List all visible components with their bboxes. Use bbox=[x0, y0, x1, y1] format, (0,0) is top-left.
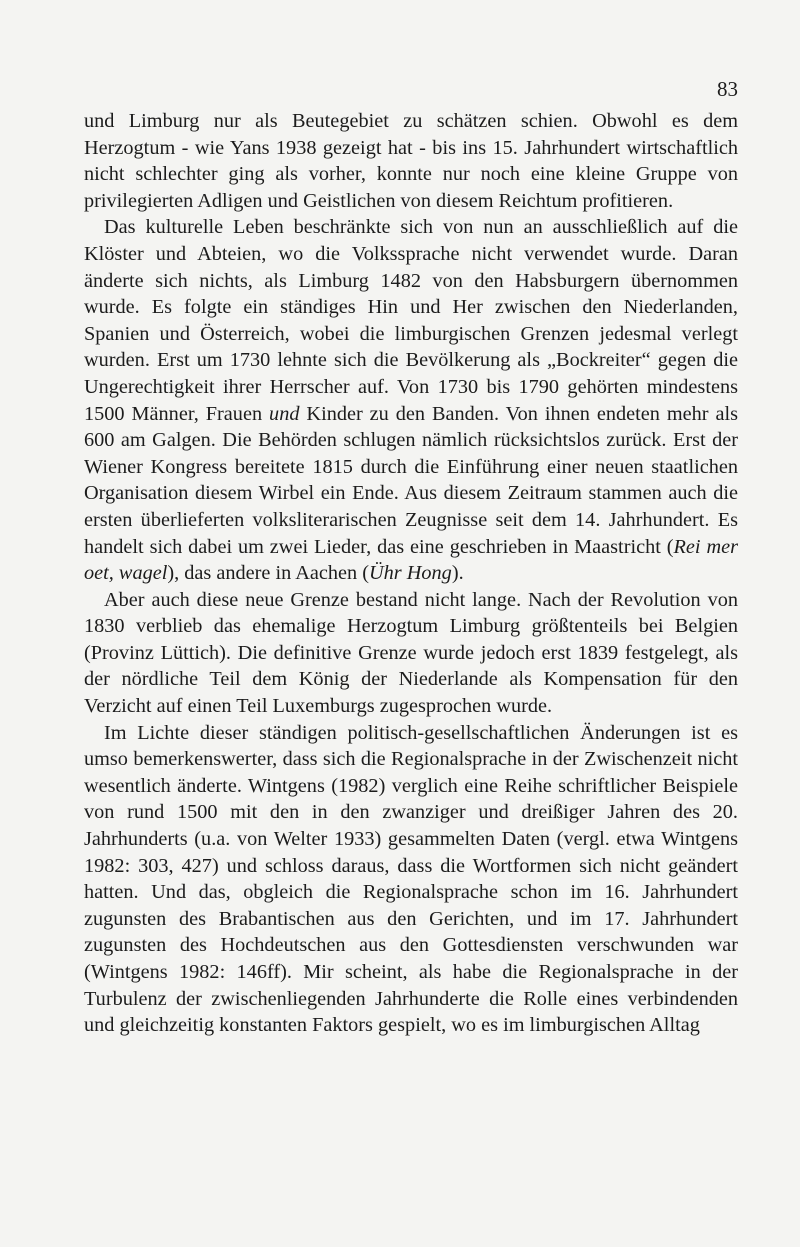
paragraph-continuation: und Limburg nur als Beutegebiet zu schätzen schien. Obwohl es dem Herzogtum - wie Yans 1938 gezeigt hat - bis ins 15. Jahrhundert wirtschaftlich nicht schlechter ging als vorher, konnte nur noch eine kleine Gruppe von privilegierten Adligen und Geistlichen von diesem Reichtum profitieren. bbox=[84, 110, 738, 212]
paragraph-text: ). bbox=[451, 562, 464, 585]
paragraph-text: Das kulturelle Leben beschränkte sich von nun an ausschließlich auf die Klöster und Abteien, wo die Volkssprache nicht verwendet wurde. Daran änderte sich nichts, als Limburg 1482 von den Habsburgern übernommen wurde. Es folgte ein ständiges Hin und Her zwischen den Niederlanden, Spanien und Österreich, wobei die limburgischen Grenzen jedesmal verlegt wurden. Erst um 1730 lehnte sich die Bevölkerung als „Bockreiter“ gegen die Ungerechtigkeit ihrer Herrscher auf. Von 1730 bis 1790 gehörten mindestens 1500 Männer, Frauen bbox=[84, 216, 738, 425]
paragraph-text: Kinder zu den Banden. Von ihnen endeten mehr als 600 am Galgen. Die Behörden schlugen nämlich rücksichtslos zurück. Erst der Wiener Kongress bereitete 1815 durch die Einführung einer neuen staatlichen Organisation diesem Wirbel ein Ende. Aus diesem Zeitraum stammen auch die ersten überlieferten volksliterarischen Zeugnisse seit dem 14. Jahrhundert. Es handelt sich dabei um zwei Lieder, das eine geschrieben in Maastricht ( bbox=[84, 402, 738, 558]
song-title-aachen: Ühr Hong bbox=[368, 562, 452, 585]
paragraph-regional-language: Im Lichte dieser ständigen politisch-gesellschaftlichen Änderungen ist es umso bemerkenswerter, dass sich die Regionalsprache in der Zwischenzeit nicht wesentlich änderte. Wintgens (1982) verglich eine Reihe schriftlicher Beispiele von rund 1500 mit den in den zwanziger und dreißiger Jahren des 20. Jahrhunderts (u.a. von Welter 1933) gesammelten Daten (vergl. etwa Wintgens 1982: 303, 427) und schloss daraus, dass die Wortformen sich nicht geändert hatten. Und das, obgleich die Regionalsprache schon im 16. Jahrhundert zugunsten des Brabantischen aus den Gerichten, und im 17. Jahrhundert zugunsten des Hochdeutschen aus den Gottesdiensten verschwunden war (Wintgens 1982: 146ff). Mir scheint, als habe die Regionalsprache in der Turbulenz der zwischenliegenden Jahrhunderte die Rolle eines verbindenden und gleichzeitig konstanten Faktors gespielt, wo es im limburgischen Alltag bbox=[84, 721, 738, 1037]
song-title-maastricht: Rei mer oet, wagel bbox=[84, 535, 738, 585]
paragraph-border: Aber auch diese neue Grenze bestand nicht lange. Nach der Revolution von 1830 verblieb das ehemalige Herzogtum Limburg größtenteils bei Belgien (Provinz Lüttich). Die definitive Grenze wurde jedoch erst 1839 festgelegt, als der nördliche Teil dem König der Niederlande als Kompensation für den Verzicht auf einen Teil Luxemburgs zugesprochen wurde. bbox=[84, 588, 738, 718]
body-text bbox=[84, 108, 738, 1039]
paragraph-cultural-life bbox=[84, 214, 738, 586]
page-number: 83 bbox=[717, 77, 738, 101]
paragraph-text: ), das andere in Aachen ( bbox=[167, 562, 369, 585]
emphasis-und: und bbox=[269, 402, 300, 425]
